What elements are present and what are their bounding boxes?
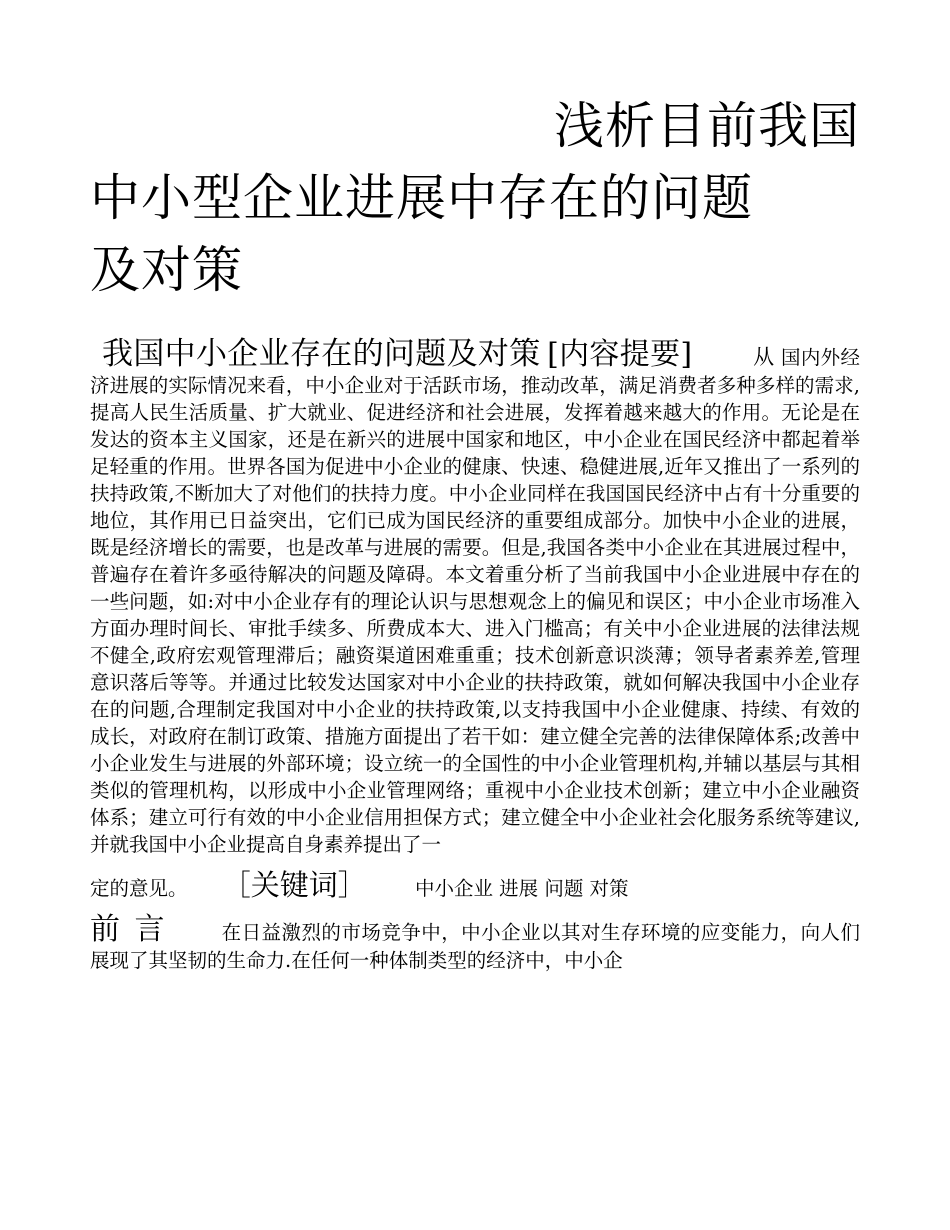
abstract-ending: 定的意见。 bbox=[90, 877, 188, 900]
intro-paragraph bbox=[90, 912, 860, 975]
intro-body: 在日益激烈的市场竞争中，中小企业以其对生存环境的应变能力，向人们展现了其坚韧的生命力.在任何一种体制类型的经济中，中小企 bbox=[90, 921, 860, 972]
document-title-line-1: 浅析目前我国 bbox=[554, 97, 860, 155]
keywords-label: ［关键词］ bbox=[221, 868, 367, 902]
abstract-lead-word: 从 bbox=[753, 345, 775, 369]
document-page bbox=[90, 90, 860, 975]
abstract-body: 国内外经济进展的实际情况来看，中小企业对于活跃市场，推动改革，满足消费者多种多样的需求,提高人民生活质量、扩大就业、促进经济和社会进展，发挥着越来越大的作用。无论是在发达的资本主义国家，还是在新兴的进展中国家和地区，中小企业在国民经济中都起着举足轻重的作用。世界各国为促进中小企业的健康、快速、稳健进展,近年又推出了一系列的扶持政策,不断加大了对他们的扶持力度。中小企业同样在我国国民经济中占有十分重要的地位，其作用已日益突出，它们已成为国民经济的重要组成部分。加快中小企业的进展，既是经济增长的需要，也是改革与进展的需要。但是,我国各类中小企业在其进展过程中，普遍存在着许多亟待解决的问题及障碍。本文着重分析了当前我国中小企业进展中存在的一些问题，如:对中小企业存有的理论认识与思想观念上的偏见和误区；中小企业市场准入方面办理时间长、审批手续多、所费成本大、进入门槛高；有关中小企业进展的法律法规不健全,政府宏观管理滞后；融资渠道困难重重；技术创新意识淡薄；领导者素养差,管理意识落后等等。并通过比较发达国家对中小企业的扶持政策，就如何解决我国中小企业存在的问题,合理制定我国对中小企业的扶持政策,以支持我国中小企业健康、持续、有效的成长，对政府在制订政策、措施方面提出了若干如：建立健全完善的法律保障体系;改善中小企业发生与进展的外部环境；设立统一的全国性的中小企业管理机构,并辅以基层与其相类似的管理机构，以形成中小企业管理网络；重视中小企业技术创新；建立中小企业融资体系；建立可行有效的中小企业信用担保方式；建立健全中小企业社会化服务系统等建议,并就我国中小企业提高自身素养提出了一 bbox=[90, 346, 861, 856]
keywords-row bbox=[90, 864, 860, 910]
intro-heading: 前言 bbox=[90, 912, 179, 947]
abstract-label: [内容提要] bbox=[547, 337, 693, 372]
abstract-paragraph bbox=[90, 336, 860, 858]
abstract-subtitle: 我国中小企业存在的问题及对策 bbox=[102, 336, 541, 372]
keywords-values: 中小企业 进展 问题 对策 bbox=[414, 877, 629, 900]
document-title-line-2: 中小型企业进展中存在的问题 bbox=[90, 169, 753, 227]
document-title-line-3: 及对策 bbox=[90, 241, 243, 299]
